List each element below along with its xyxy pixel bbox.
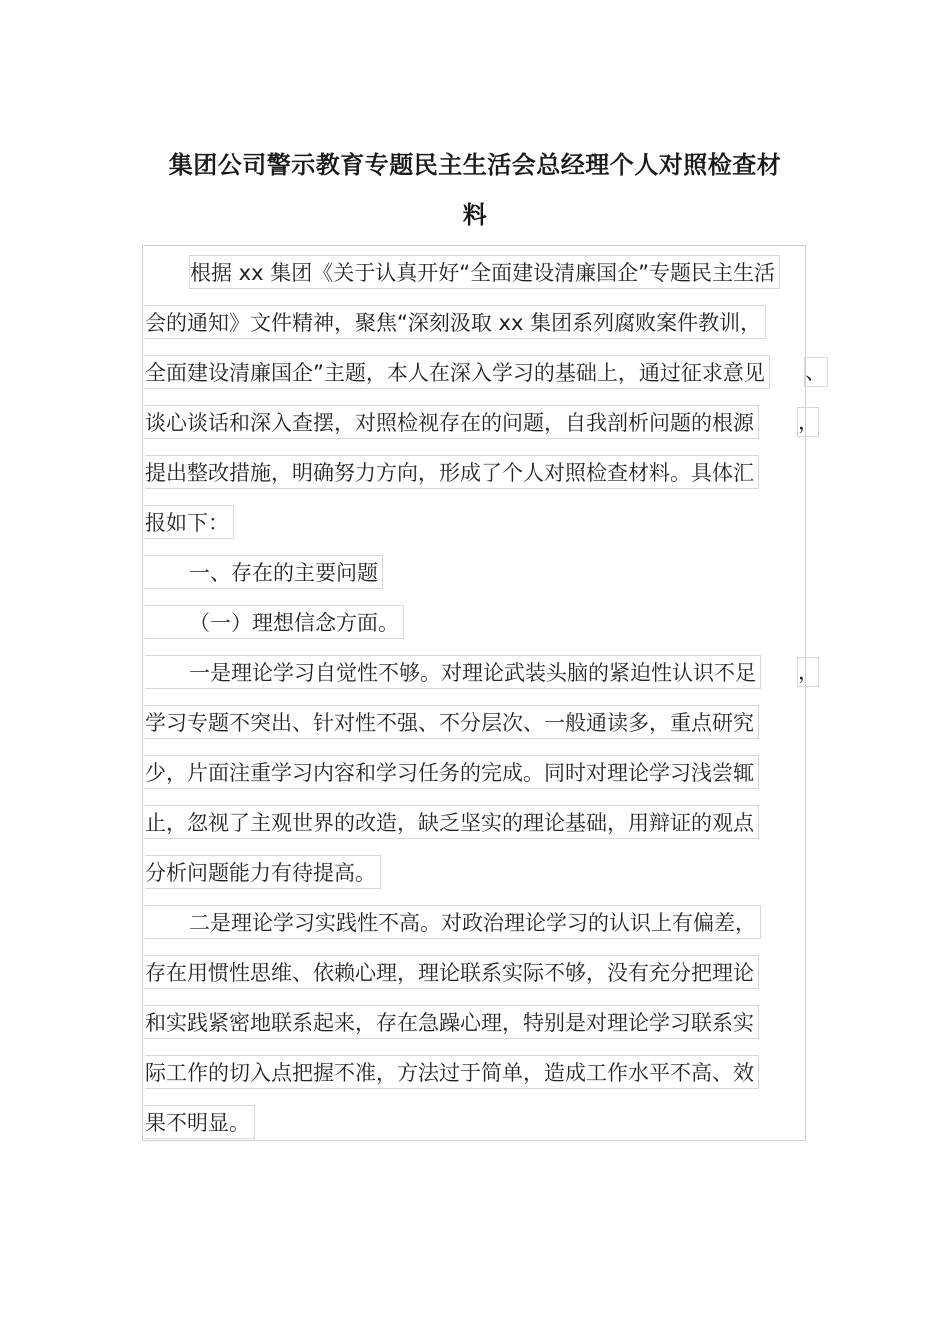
- heading-content: 一、存在的主要问题: [145, 555, 383, 589]
- text-line-content: 根据 xx 集团《关于认真开好“全面建设清廉国企”专题民主生活: [189, 255, 780, 289]
- text-line-content: 际工作的切入点把握不准，方法过于简单，造成工作水平不高、效: [145, 1055, 759, 1089]
- text-line-content: 报如下：: [145, 505, 234, 539]
- text-line: [145, 505, 234, 539]
- text-line-content: 谈心谈话和深入查摆，对照检视存在的问题，自我剖析问题的根源: [145, 405, 759, 439]
- overflow-mark: 、: [804, 357, 828, 387]
- text-line: [145, 1005, 759, 1039]
- text-line: [145, 405, 759, 439]
- overflow-mark: ，: [797, 407, 819, 437]
- text-line-content: 二是理论学习实践性不高。对政治理论学习的认识上有偏差，: [145, 905, 761, 939]
- text-line: [145, 455, 759, 489]
- heading-content: （一）理想信念方面。: [145, 605, 404, 639]
- text-line: [145, 355, 770, 389]
- title-line-1: 集团公司警示教育专题民主生活会总经理个人对照检查材: [168, 151, 782, 179]
- document-title: [130, 140, 820, 240]
- text-line: [145, 905, 761, 939]
- text-line-content: 存在用惯性思维、依赖心理，理论联系实际不够，没有充分把理论: [145, 955, 759, 989]
- text-line-content: 止，忽视了主观世界的改造，缺乏坚实的理论基础，用辩证的观点: [145, 805, 759, 839]
- text-line-content: 分析问题能力有待提高。: [145, 855, 381, 889]
- text-line-content: 和实践紧密地联系起来，存在急躁心理，特别是对理论学习联系实: [145, 1005, 759, 1039]
- text-line: [145, 855, 381, 889]
- text-line: [145, 305, 766, 339]
- text-line-content: 果不明显。: [145, 1105, 255, 1139]
- overflow-mark: ，: [797, 657, 819, 687]
- text-line: [145, 655, 761, 689]
- text-line-content: 全面建设清廉国企”主题，本人在深入学习的基础上，通过征求意见: [145, 355, 770, 389]
- text-line: [145, 805, 759, 839]
- text-line: [145, 1105, 255, 1139]
- text-line: [145, 1055, 759, 1089]
- text-line-content: 一是理论学习自觉性不够。对理论武装头脑的紧迫性认识不足: [145, 655, 761, 689]
- text-line-content: 会的通知》文件精神，聚焦“深刻汲取 xx 集团系列腐败案件教训，: [145, 305, 766, 339]
- text-line: [145, 705, 759, 739]
- text-line-content: 少，片面注重学习内容和学习任务的完成。同时对理论学习浅尝辄: [145, 755, 759, 789]
- text-line-content: 学习专题不突出、针对性不强、不分层次、一般通读多，重点研究: [145, 705, 759, 739]
- text-line: [145, 755, 759, 789]
- subsection-heading: [145, 605, 404, 639]
- section-heading: [145, 555, 383, 589]
- text-line-content: 提出整改措施，明确努力方向，形成了个人对照检查材料。具体汇: [145, 455, 759, 489]
- text-line: [145, 255, 780, 289]
- text-line: [145, 955, 759, 989]
- title-line-2: 料: [462, 201, 488, 229]
